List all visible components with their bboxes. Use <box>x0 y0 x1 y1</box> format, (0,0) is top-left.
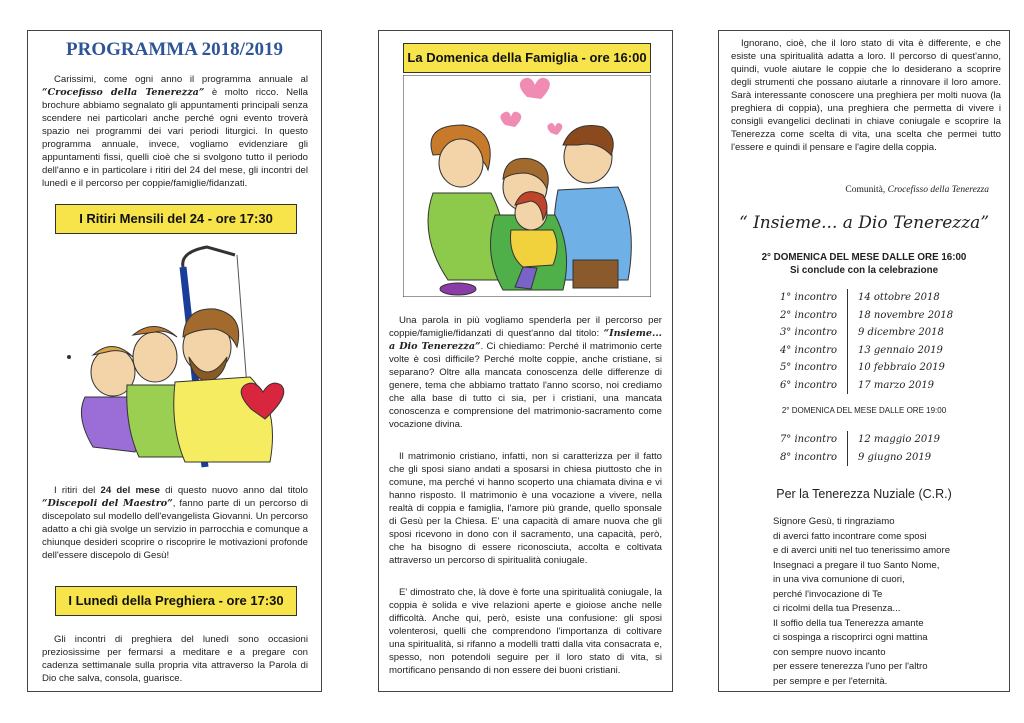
schedule-date: 17 marzo 2019 <box>858 379 935 391</box>
panel-famiglia <box>378 30 673 692</box>
schedule-date: 14 ottobre 2018 <box>858 292 940 303</box>
ritiri-text-a: I ritiri del <box>54 485 101 496</box>
signature-name: Crocefisso della Tenerezza <box>887 185 989 195</box>
schedule-2-list <box>759 431 979 466</box>
schedule-label: 7° incontro <box>759 431 848 449</box>
schedule-1-note: Si conclude con la celebrazione <box>789 265 939 276</box>
prayer-line: Il soffio della tua Tenerezza amante <box>773 617 924 629</box>
prayer-line: per essere tenerezza l'uno per l'altro <box>773 661 928 672</box>
intro-highlight: “Crocefisso della Tenerezza” <box>42 87 205 98</box>
prayer-line: in una viva comunione di cuori, <box>773 574 905 585</box>
prayer-text <box>773 515 1003 689</box>
schedule-1-header <box>719 251 1009 277</box>
page-title: PROGRAMMA 2018/2019 <box>66 39 283 60</box>
ritiri-text-b: di questo nuovo anno dal titolo <box>159 485 308 496</box>
schedule-row <box>759 289 979 307</box>
panel-programma <box>27 30 322 692</box>
schedule-1-list <box>759 289 979 394</box>
famiglia-paragraph-2: Il matrimonio cristiano, infatti, non si caratterizza per il fatto che gli sposi siano andati a sposarsi in chiesa piuttosto che in comune, ma perché vi hanno scoperto una chiamata divina e vi hanno risposto. Il matrimonio è una vocazione a vivere, nella realtà di coppia e famiglia, l'amore più grande, quello sponsale di Gesù per la Chiesa. E' una capacità di amare nuova che gli sposi ricevono in dono con il sacramento, una capacità, però, che ha bisogno di essere riconosciuta, accolta e coltivata attraverso un percorso di spiritualità coniugale. <box>389 451 662 566</box>
schedule-row <box>759 359 979 377</box>
schedule-row <box>759 342 979 360</box>
family-hug-illustration <box>403 75 651 297</box>
signature <box>731 185 989 195</box>
schedule-label: 4° incontro <box>759 342 848 360</box>
panel-insieme <box>718 30 1010 692</box>
schedule-row <box>759 377 979 395</box>
box-lunedi-preghiera: I Lunedì della Preghiera - ore 17:30 <box>55 586 297 616</box>
schedule-2-header: 2° DOMENICA DEL MESE DALLE ORE 19:00 <box>781 406 947 415</box>
box-domenica-famiglia: La Domenica della Famiglia - ore 16:00 <box>403 43 651 73</box>
schedule-row <box>759 431 979 449</box>
schedule-label: 8° incontro <box>759 449 848 467</box>
prayer-line: ci sospinga a riscoprirci ogni mattina <box>773 632 928 643</box>
schedule-date: 9 giugno 2019 <box>858 451 932 463</box>
prayer-line: per sempre e per l'eternità. <box>773 675 888 687</box>
schedule-label: 5° incontro <box>759 359 848 377</box>
lunedi-paragraph: Gli incontri di preghiera del lunedì sono occasioni preziosissime per fermarsi a meditare e a pregare con cadenza settimanale sulla propria vita attraverso la Parola di Dio che salva, consola, guarisce. <box>42 634 308 684</box>
schedule-label: 6° incontro <box>759 377 848 395</box>
ritiri-highlight-title: “Discepoli del Maestro” <box>42 498 173 509</box>
box-ritiri-mensili: I Ritiri Mensili del 24 - ore 17:30 <box>55 204 297 234</box>
schedule-row <box>759 307 979 325</box>
famiglia-paragraph-1 <box>389 314 662 431</box>
schedule-date: 9 dicembre 2018 <box>858 327 944 338</box>
schedule-1-time: 2° DOMENICA DEL MESE DALLE ORE 16:00 <box>761 252 967 263</box>
schedule-row <box>759 324 979 342</box>
ritiri-highlight-date: 24 del mese <box>100 485 160 496</box>
prayer-title: Per la Tenerezza Nuziale (C.R.) <box>776 487 952 501</box>
schedule-date: 18 novembre 2018 <box>858 309 954 321</box>
famiglia-paragraph-3: E' dimostrato che, là dove è forte una spiritualità coniugale, la coppia è solida e vive relazioni aperte e gioiose anche nelle difficoltà. Anche qui, però, esiste una confusione: gli sposi volenterosi, quelli che comprendono l'importanza di coltivare una spiritualità, si rifanno a modelli tratti dalla vita consacrata e, spesso, non potendoli seguire per il loro stato di vita, si mortificano pensando di non essere dei buoni cristiani. <box>389 587 662 676</box>
insieme-paragraph: Ignorano, cioè, che il loro stato di vita è differente, e che esiste una spiritualità adatta a loro. Il percorso di quest'anno, quindi, vuole aiutare le coppie che lo desiderano a scoprire degli strumenti che possano aiutarle a rinnovare il loro amore. Sarà interessante conoscere una preghiera per molti nuova (la preghiera di coppia), una preghiera che permetta di vivere i consigli evangelici declinati in chiave coniugale e scoprire la Tenerezza come scelta di vita, una scelta che permei tutto l'essere e quindi il pensare e l'agire della coppia. <box>731 38 1001 153</box>
famiglia-highlight-title: “Insieme... a Dio Tenerezza” <box>389 328 662 352</box>
schedule-label: 3° incontro <box>759 324 848 342</box>
prayer-line: Signore Gesù, ti ringraziamo <box>773 516 895 527</box>
prayer-line: Insegnaci a pregare il tuo Santo Nome, <box>773 559 940 571</box>
prayer-line: con sempre nuovo incanto <box>773 646 886 658</box>
signature-prefix: Comunità, <box>845 185 888 195</box>
prayer-line: perché l'invocazione di Te <box>773 588 883 600</box>
prayer-line: di averci fatto incontrare come sposi <box>773 530 927 542</box>
intro-paragraph <box>42 73 308 190</box>
jesus-fishing-illustration <box>55 237 297 475</box>
schedule-label: 1° incontro <box>759 289 848 307</box>
famiglia-text-b: . Ci chiediamo: Perché il matrimonio certe volte è così difficile? Perché molte coppie, anche cristiane, si separano? Oltre alla mancata conoscenza delle differenze di genere, tema che abbiamo trattato l'anno scorso, noi crediamo che alla base di tutto ci sia, per i cristiani, una mancata conoscenza e comprensione del matrimonio-sacramento come vocazione divina. <box>389 341 662 430</box>
schedule-row <box>759 449 979 467</box>
prayer-line: e di averci uniti nel tuo tenerissimo amore <box>773 545 951 556</box>
ritiri-paragraph <box>42 484 308 562</box>
schedule-date: 10 febbraio 2019 <box>858 362 945 373</box>
ritiri-text-c: , fanno parte di un percorso di discepolato sul modello dell'evangelista Giovanni. Un percorso adatto a chi già svolge un servizio in parrocchia e comunque a chiunque desideri scoprire o riscoprire le motivazioni profonde dell'essere discepolo di Gesù! <box>42 498 308 561</box>
intro-text-a: Carissimi, come ogni anno il programma annuale al <box>54 74 308 85</box>
intro-text-b: è molto ricco. Nella brochure abbiamo segnalato gli appuntamenti principali senza scendere nei particolari anche perché ogni evento troverà spazio nei programmi dei vari periodi liturgici. In questo programma annuale, invece, vogliamo evidenziare gli appuntamenti fissi, quelli cioè che si svolgono tutto il periodo dell'anno e in particolare i ritiri del 24 del mese, gli incontri del lunedì e il percorso per coppie/famiglie/fidanzati. <box>42 87 308 189</box>
prayer-line: ci ricolmi della tua Presenza... <box>773 603 901 614</box>
schedule-label: 2° incontro <box>759 307 848 325</box>
insieme-heading: “ Insieme... a Dio Tenerezza” <box>738 213 990 233</box>
schedule-date: 13 gennaio 2019 <box>858 344 943 356</box>
schedule-date: 12 maggio 2019 <box>858 434 940 445</box>
famiglia-text-a: Una parola in più vogliamo spenderla per il percorso per coppie/famiglie/fidanzati di quest'anno dal titolo: <box>389 315 662 339</box>
